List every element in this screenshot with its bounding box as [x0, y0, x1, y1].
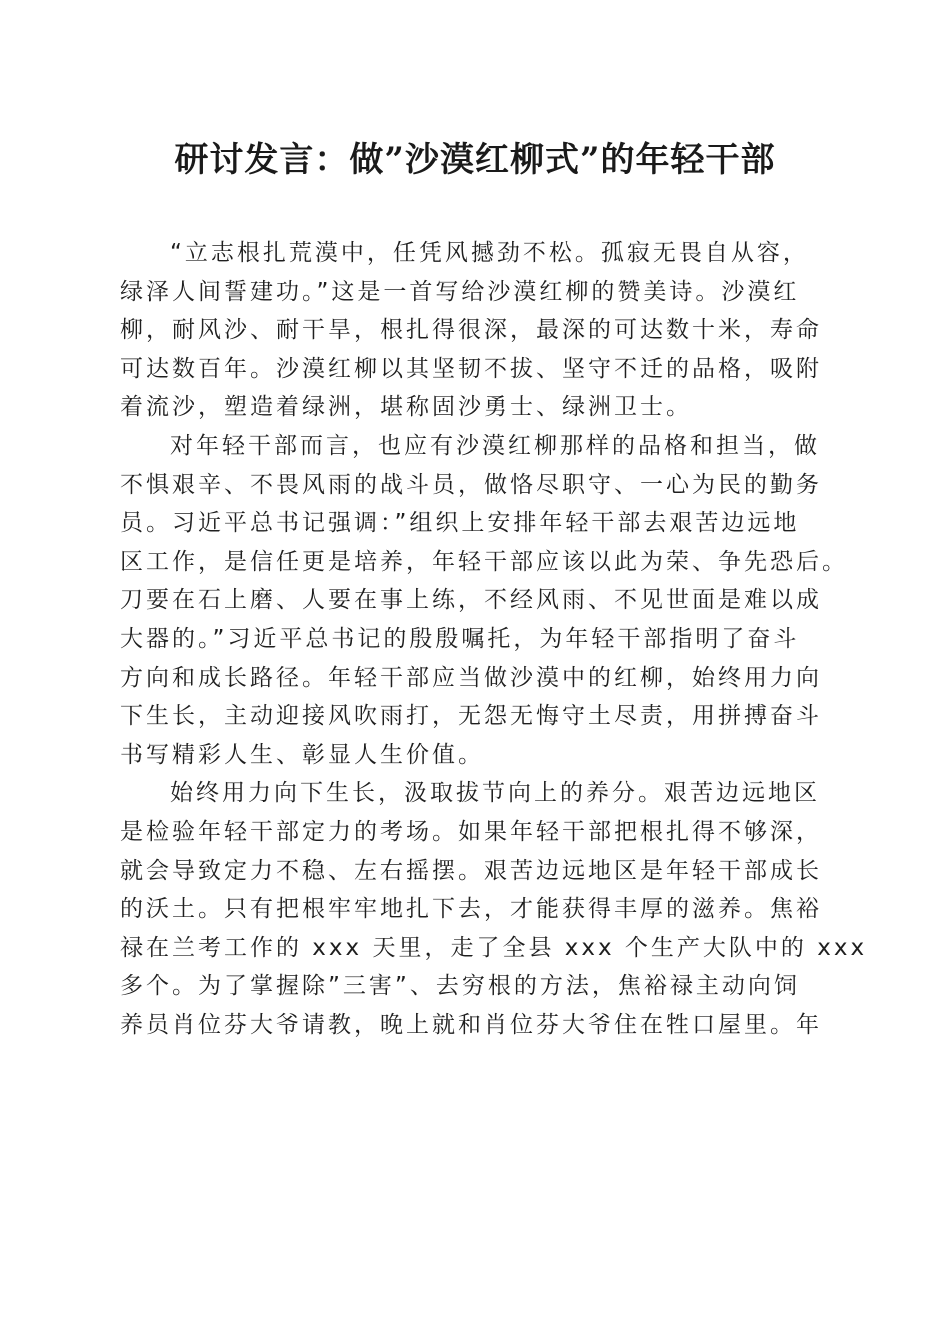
- document-body: [120, 234, 868, 1044]
- paragraph-3-line-1: 始终用力向下生长，汲取拔节向上的养分。艰苦边远地区: [170, 780, 820, 807]
- paragraph-3-line-4: 的沃土。只有把根牢牢地扎下去，才能获得丰厚的滋养。焦裕: [120, 896, 822, 923]
- paragraph-3-line-7: 养员肖位芬大爷请教，晚上就和肖位芬大爷住在牲口屋里。年: [120, 1011, 822, 1038]
- paragraph-1-line-3: 柳，耐风沙、耐干旱，根扎得很深，最深的可达数十米，寿命: [120, 317, 822, 344]
- paragraph-2-line-4: 区工作，是信任更是培养，年轻干部应该以此为荣、争先恐后。: [120, 548, 848, 575]
- paragraph-2-line-1: 对年轻干部而言，也应有沙漠红柳那样的品格和担当，做: [170, 432, 820, 459]
- paragraph-2-line-8: 下生长，主动迎接风吹雨打，无怨无悔守土尽责，用拼搏奋斗: [120, 703, 822, 730]
- paragraph-2-line-5: 刀要在石上磨、人要在事上练，不经风雨、不见世面是难以成: [120, 587, 822, 614]
- paragraph-1-line-1: “立志根扎荒漠中，任凭风撼劲不松。孤寂无畏自从容，: [170, 240, 809, 266]
- paragraph-3-line-5: 禄在兰考工作的 xxx 天里，走了全县 xxx 个生产大队中的 xxx: [120, 934, 868, 961]
- paragraph-1-line-4: 可达数百年。沙漠红柳以其坚韧不拔、坚守不迁的品格，吸附: [120, 355, 822, 382]
- paragraph-2-line-3: 员。习近平总书记强调：”组织上安排年轻干部去艰苦边远地: [120, 510, 800, 537]
- paragraph-3-line-2: 是检验年轻干部定力的考场。如果年轻干部把根扎得不够深，: [120, 818, 822, 845]
- document-title: 研讨发言：做”沙漠红柳式”的年轻干部: [174, 140, 776, 180]
- paragraph-2-line-9: 书写精彩人生、彰显人生价值。: [120, 741, 484, 768]
- paragraph-1-line-5: 着流沙，塑造着绿洲，堪称固沙勇士、绿洲卫士。: [120, 394, 692, 421]
- paragraph-2-line-6: 大器的。”习近平总书记的殷殷嘱托，为年轻干部指明了奋斗: [120, 625, 800, 652]
- paragraph-1-line-2: 绿泽人间誓建功。”这是一首写给沙漠红柳的赞美诗。沙漠红: [120, 278, 800, 305]
- paragraph-2-line-2: 不惧艰辛、不畏风雨的战斗员，做恪尽职守、一心为民的勤务: [120, 471, 822, 498]
- paragraph-3-line-3: 就会导致定力不稳、左右摇摆。艰苦边远地区是年轻干部成长: [120, 857, 822, 884]
- paragraph-3-line-6: 多个。为了掌握除”三害”、去穷根的方法，焦裕禄主动向饲: [120, 973, 800, 1000]
- paragraph-2-line-7: 方向和成长路径。年轻干部应当做沙漠中的红柳，始终用力向: [120, 664, 822, 691]
